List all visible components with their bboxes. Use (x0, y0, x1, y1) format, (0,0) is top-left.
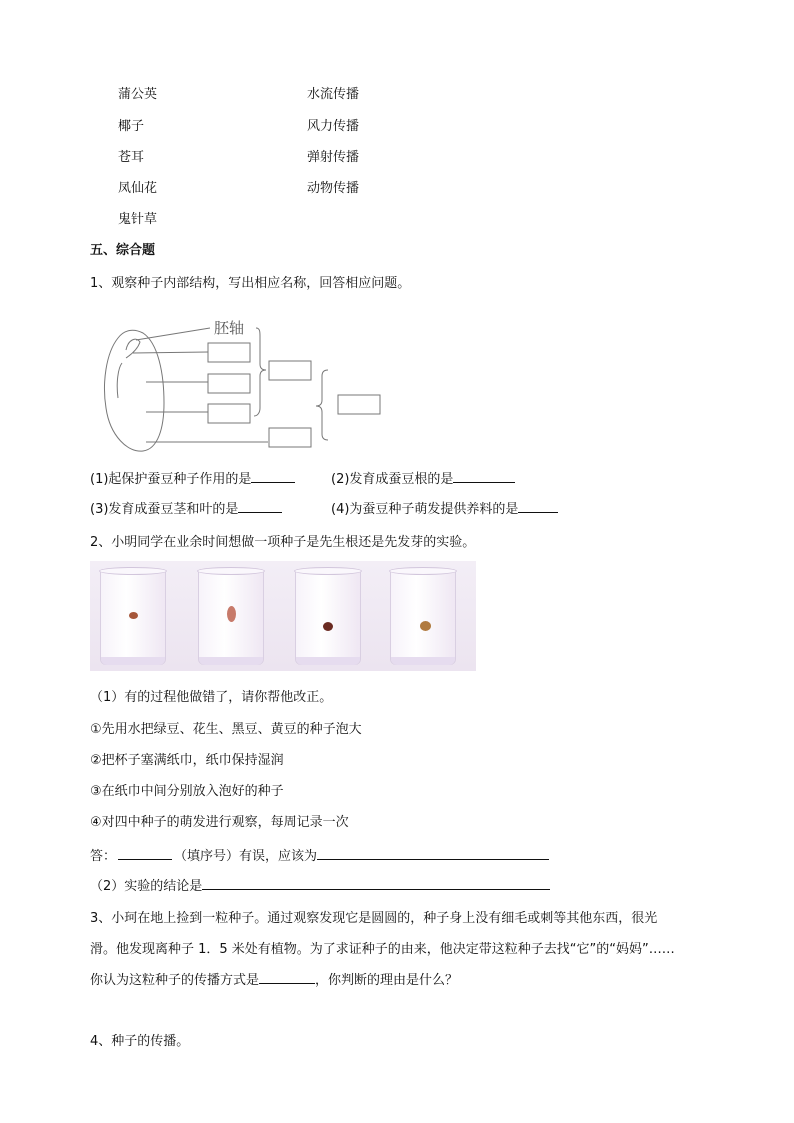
plant-item: 椰子 (118, 119, 145, 134)
cup-image (295, 569, 361, 665)
q2-part2-line (90, 875, 550, 894)
question-1-prompt: 1、观察种子内部结构，写出相应名称，回答相应问题。 (90, 276, 411, 291)
seed-image (129, 612, 138, 619)
q1-sub3 (90, 498, 282, 517)
answer-blank[interactable] (238, 498, 282, 513)
seed-image (227, 606, 236, 622)
embryo-axis-label: 胚轴 (214, 319, 245, 337)
method-item: 水流传播 (307, 87, 360, 102)
method-item: 弹射传播 (307, 150, 360, 165)
plant-item: 凤仙花 (118, 181, 158, 196)
method-item: 动物传播 (307, 181, 360, 196)
q1-sub1-text: (1)起保护蚕豆种子作用的是 (90, 472, 252, 487)
q1-sub4 (331, 498, 558, 517)
q1-sub2-text: (2)发育成蚕豆根的是 (331, 472, 454, 487)
seed-cups-photo (90, 561, 476, 671)
method-item: 风力传播 (307, 119, 360, 134)
q1-sub4-text: (4)为蚕豆种子萌发提供养料的是 (331, 502, 519, 517)
q2-step1: ①先用水把绿豆、花生、黑豆、黄豆的种子泡大 (90, 722, 362, 737)
q3-line2: 滑。他发现离种子 1．5 米处有植物。为了求证种子的由来，他决定带这粒种子去找“它”的“妈妈”…… (90, 942, 675, 957)
answer-prefix: 答： (90, 849, 117, 864)
q2-part2-text: （2）实验的结论是 (90, 879, 203, 894)
answer-blank[interactable] (518, 498, 558, 513)
plant-item: 苍耳 (118, 150, 145, 165)
answer-blank[interactable] (251, 468, 295, 483)
q2-step3: ③在纸巾中间分别放入泡好的种子 (90, 784, 284, 799)
seed-structure-diagram (98, 308, 388, 458)
plant-item: 蒲公英 (118, 87, 158, 102)
seed-image (420, 621, 431, 631)
answer-blank[interactable] (317, 845, 549, 860)
q1-sub1 (90, 468, 295, 487)
answer-blank[interactable] (202, 875, 550, 890)
answer-mid: （填序号）有误，应该为 (174, 849, 318, 864)
answer-blank[interactable] (259, 969, 315, 984)
q2-step4: ④对四中种子的萌发进行观察，每周记录一次 (90, 815, 349, 830)
q2-answer-line (90, 845, 549, 864)
section-title: 五、综合题 (90, 243, 156, 258)
q2-part1: （1）有的过程他做错了，请你帮他改正。 (90, 690, 333, 705)
answer-blank[interactable] (118, 845, 172, 860)
plant-item: 鬼针草 (118, 212, 158, 227)
q1-sub2 (331, 468, 515, 487)
cup-image (100, 569, 166, 665)
q3-line3a: 你认为这粒种子的传播方式是 (90, 973, 260, 988)
cup-image (198, 569, 264, 665)
question-2-prompt: 2、小明同学在业余时间想做一项种子是先生根还是先发芽的实验。 (90, 535, 476, 550)
q1-sub3-text: (3)发育成蚕豆茎和叶的是 (90, 502, 239, 517)
bean-seed-drawing (98, 308, 388, 458)
q2-step2: ②把杯子塞满纸巾，纸巾保持湿润 (90, 753, 284, 768)
answer-blank[interactable] (453, 468, 515, 483)
seed-image (323, 622, 333, 631)
q3-line3 (90, 969, 458, 988)
q3-line3b: ，你判断的理由是什么？ (315, 973, 459, 988)
q3-line1: 3、小珂在地上捡到一粒种子。通过观察发现它是圆圆的，种子身上没有细毛或刺等其他东西，很光 (90, 911, 658, 926)
cup-image (390, 569, 456, 665)
question-4-prompt: 4、种子的传播。 (90, 1034, 190, 1049)
